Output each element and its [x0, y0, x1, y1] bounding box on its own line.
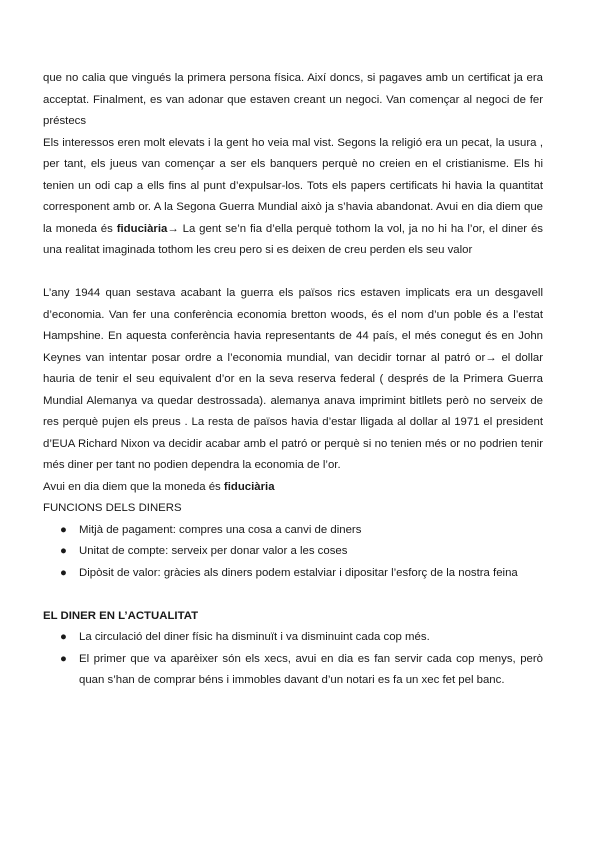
list-item-text: El primer que va aparèixer són els xecs, avui en dia es fan servir cada cop menys, però quan s’han de comprar béns i immobles davant d’un notari es fa un xec fet pel banc.: [79, 652, 543, 686]
paragraph-interest-text-end: → La gent se’n fia d’ella perquè tothom la vol, ja no hi ha l’or, el diner és una realitat imaginada tothom les creu pero si es deixen de creu perden els seu valor: [43, 222, 543, 256]
functions-list: [43, 520, 543, 585]
term-fiduciaria-2: fiduciària: [223, 480, 275, 493]
bullet-icon: ●: [60, 631, 67, 643]
paragraph-interest: [43, 133, 543, 262]
list-item: [43, 627, 543, 649]
list-item: [43, 649, 543, 692]
section-title-functions: FUNCIONS DELS DINERS: [43, 502, 182, 514]
paragraph-fiduciary: [43, 477, 543, 499]
document-body: [43, 68, 543, 692]
bullet-icon: ●: [60, 545, 67, 557]
list-item: [43, 541, 543, 563]
list-item-text: La circulació del diner físic ha disminuït i va disminuint cada cop més.: [79, 631, 430, 643]
bullet-icon: ●: [60, 523, 67, 536]
section-title-current: EL DINER EN L’ACTUALITAT: [43, 609, 199, 622]
paragraph-fiduciary-text: Avui en dia diem que la moneda és: [43, 480, 224, 493]
list-item-text: Dipòsit de valor: gràcies als diners podem estalviar i dipositar l’esforç de la nostra feina: [79, 566, 518, 579]
paragraph-loans: que no calia que vingués la primera persona física. Així doncs, si pagaves amb un certificat ja era acceptat. Finalment, es van adonar que estaven creant un negoci. Van començar al negoci de fer préstecs: [43, 72, 543, 127]
paragraph-bretton-woods: L’any 1944 quan sestava acabant la guerra els països rics estaven implicats era un desgavell d’economia. Van fer una conferència economia bretton woods, és el nom d’un poble és a l’estat Hampshine. En aquesta conferència havia representants de 44 país, el més conegut és en John Keynes van intentar posar ordre a l’economia mundial, van decidir tornar al patró or→ el dollar hauria de tenir el seu equivalent d’or en la seva reserva federal ( després de la Primera Guerra Mundial Alemanya va quedar destrossada). alemanya anava imprimint bitllets però no serveix de res perquè pujen els preus . La resta de països havia d’estar lligada al dollar al 1971 el president d’EUA Richard Nixon va decidir acabar amb el patró or perquè si no tenien més or no podrien tenir més diner per tant no podien dependra la economia de l’or.: [43, 287, 543, 471]
list-item: [43, 563, 543, 585]
list-item-text: Unitat de compte: serveix per donar valor a les coses: [79, 545, 348, 557]
blank-line: [43, 262, 543, 284]
bullet-icon: ●: [60, 652, 67, 665]
list-item: [43, 520, 543, 542]
blank-line: [43, 584, 543, 606]
list-item-text: Mitjà de pagament: compres una cosa a canvi de diners: [79, 523, 362, 536]
paragraph-interest-text: Els interessos eren molt elevats i la gent ho veia mal vist. Segons la religió era un pecat, la usura , per tant, els jueus van començar a ser els banquers perquè no creien en el cristianisme. Els hi tenien un odi cap a ells fins al punt d’expulsar-los. Tots els papers certificats hi havia la quantitat corresponent amb or. A la Segona Guerra Mundial això ja s’havia abandonat. Avui en dia diem que la moneda és: [43, 136, 543, 235]
current-list: [43, 627, 543, 692]
bullet-icon: ●: [60, 566, 67, 579]
term-fiduciaria: fiduciària: [116, 222, 168, 235]
